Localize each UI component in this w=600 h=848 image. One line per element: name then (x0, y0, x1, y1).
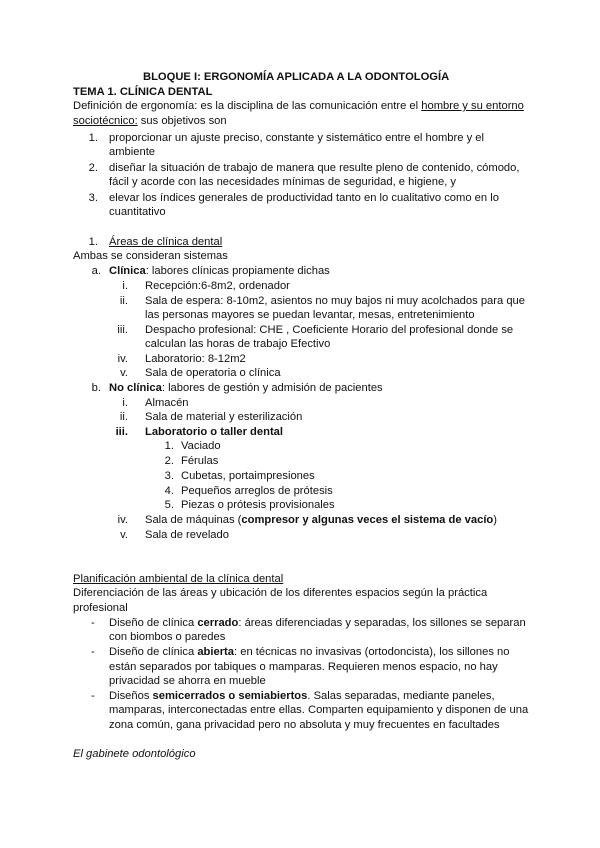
clinica-item-1-number: i. (122, 280, 128, 292)
objetivo-1-line-1: proporcionar un ajuste preciso, constante y sistemático entre el hombre y el (109, 132, 484, 144)
cerrado-bold: cerrado (197, 617, 239, 629)
semi-bold: semicerrados o semiabiertos (152, 690, 308, 702)
no-clinica-desc: : labores de gestión y admisión de pacientes (161, 382, 383, 394)
clinica-item-3-line-2: calculan las horas de trabajo Efectivo (145, 338, 331, 350)
bullet-cerrado: - (91, 617, 95, 629)
semi-line-2: mamparas, interconectadas entre ellas. Comparten equipamiento y disponen de una (109, 704, 529, 716)
laboratorio-item-1-number: 1. (164, 440, 174, 452)
definicion-line-2 (73, 114, 227, 128)
clinica-item-1: Recepción:6-8m2, ordenador (145, 280, 290, 292)
gabinete-heading: El gabinete odontológico (73, 748, 196, 760)
objetivo-3-number: 3. (88, 192, 98, 204)
maquinas-post: ) (493, 514, 497, 526)
semi-line-3: zona común, gana privacidad pero no absoluta y muy frecuentes en facultades (109, 719, 500, 731)
clinica-item-5: Sala de operatoria o clínica (145, 367, 281, 379)
clinica-item-5-number: v. (120, 367, 128, 379)
cerrado-line-1 (109, 616, 526, 630)
objetivo-1-number: 1. (88, 132, 98, 144)
laboratorio-item-4: Pequeños arreglos de prótesis (181, 485, 333, 497)
no-clinica-item-5-number: v. (120, 529, 128, 541)
cerrado-line-2: con biombos o paredes (109, 631, 226, 643)
clinica-item-2-line-2: las personas mayores se puedan levantar, mesas, entretenimiento (145, 309, 475, 321)
no-clinica-item-1-number: i. (122, 397, 128, 409)
no-clinica-heading (109, 381, 383, 395)
laboratorio-item-1: Vaciado (181, 440, 221, 452)
objetivo-2-number: 2. (88, 162, 98, 174)
clinica-letter: a. (91, 265, 101, 277)
tema-title: TEMA 1. CLÍNICA DENTAL (73, 86, 213, 98)
objetivo-3-line-1: elevar los índices generales de productividad tanto en lo cualitativo como en lo (109, 192, 499, 204)
clinica-item-3-number: iii. (117, 324, 128, 336)
definicion-line (73, 99, 524, 113)
abierta-line-2: están separados por tabiques o mamparas. Requieren menos espacio, no hay (109, 661, 498, 673)
abierta-line-1 (109, 645, 509, 659)
clinica-item-2-line-1: Sala de espera: 8-10m2, asientos no muy bajos ni muy acolchados para que (145, 295, 525, 307)
cerrado-pre: Diseño de clínica (109, 617, 198, 629)
no-clinica-item-2-number: ii. (119, 411, 128, 423)
clinica-item-2-number: ii. (119, 295, 128, 307)
areas-number: 1. (88, 236, 98, 248)
abierta-bold: abierta (197, 646, 234, 658)
planificacion-intro-line-1: Diferenciación de las áreas y ubicación de los diferentes espacios según la práctica (73, 587, 488, 599)
laboratorio-item-2: Férulas (181, 455, 219, 467)
definicion-intro: Definición de ergonomía: es la disciplina de las comunicación entre el (73, 100, 422, 112)
objetivo-2-line-2: fácil y acorde con las necesidades mínimas de seguridad, e higiene, y (109, 176, 457, 188)
semi-line-1 (109, 689, 495, 703)
laboratorio-item-3-number: 3. (164, 470, 174, 482)
no-clinica-item-3: Laboratorio o taller dental (145, 426, 283, 438)
no-clinica-item-4-number: iv. (117, 514, 128, 526)
no-clinica-item-3-number: iii. (115, 426, 128, 438)
no-clinica-item-1: Almacén (145, 397, 189, 409)
no-clinica-item-5: Sala de revelado (145, 529, 229, 541)
areas-intro: Ambas se consideran sistemas (73, 250, 228, 262)
laboratorio-item-5: Piezas o prótesis provisionales (181, 499, 335, 511)
bullet-abierta: - (91, 646, 95, 658)
bullet-semi: - (91, 690, 95, 702)
objetivo-2-line-1: diseñar la situación de trabajo de manera que resulte pleno de contenido, cómodo, (109, 162, 520, 174)
cerrado-post: : áreas diferenciadas y separadas, los sillones se separan (238, 617, 526, 629)
bloque-title: BLOQUE I: ERGONOMÍA APLICADA A LA ODONTOLOGÍA (143, 71, 450, 83)
no-clinica-letter: b. (91, 382, 101, 394)
definicion-link-2: sociotécnico: (73, 115, 138, 127)
maquinas-bold: compresor y algunas veces el sistema de vacío (241, 514, 494, 526)
clinica-label: Clínica (109, 265, 146, 277)
planificacion-intro-line-2: profesional (73, 602, 128, 614)
abierta-post: : en técnicas no invasivas (ortodoncista), los sillones no (234, 646, 510, 658)
semi-pre: Diseños (109, 690, 153, 702)
laboratorio-item-5-number: 5. (164, 499, 174, 511)
laboratorio-item-2-number: 2. (164, 455, 174, 467)
clinica-item-4: Laboratorio: 8-12m2 (145, 353, 246, 365)
clinica-heading (109, 264, 330, 278)
laboratorio-item-4-number: 4. (164, 485, 174, 497)
objetivo-3-line-2: cuantitativo (109, 206, 166, 218)
planificacion-title: Planificación ambiental de la clínica dental (73, 573, 284, 585)
clinica-item-3-line-1: Despacho profesional: CHE , Coeficiente Horario del profesional donde se (145, 324, 514, 336)
definicion-link-1: hombre y su entorno (421, 100, 524, 112)
definicion-rest: sus objetivos son (137, 115, 227, 127)
maquinas-pre: Sala de máquinas ( (145, 514, 242, 526)
semi-post: . Salas separadas, mediante paneles, (307, 690, 495, 702)
no-clinica-item-4 (145, 513, 497, 527)
clinica-item-4-number: iv. (117, 353, 128, 365)
abierta-pre: Diseño de clínica (109, 646, 198, 658)
clinica-desc: : labores clínicas propiamente dichas (145, 265, 330, 277)
abierta-line-3: privacidad se ahorra en mueble (109, 675, 266, 687)
laboratorio-item-3: Cubetas, portaimpresiones (181, 470, 315, 482)
no-clinica-label: No clínica (109, 382, 162, 394)
no-clinica-item-2: Sala de material y esterilización (145, 411, 303, 423)
areas-title: Áreas de clínica dental (109, 236, 223, 248)
objetivo-1-line-2: ambiente (109, 146, 156, 158)
